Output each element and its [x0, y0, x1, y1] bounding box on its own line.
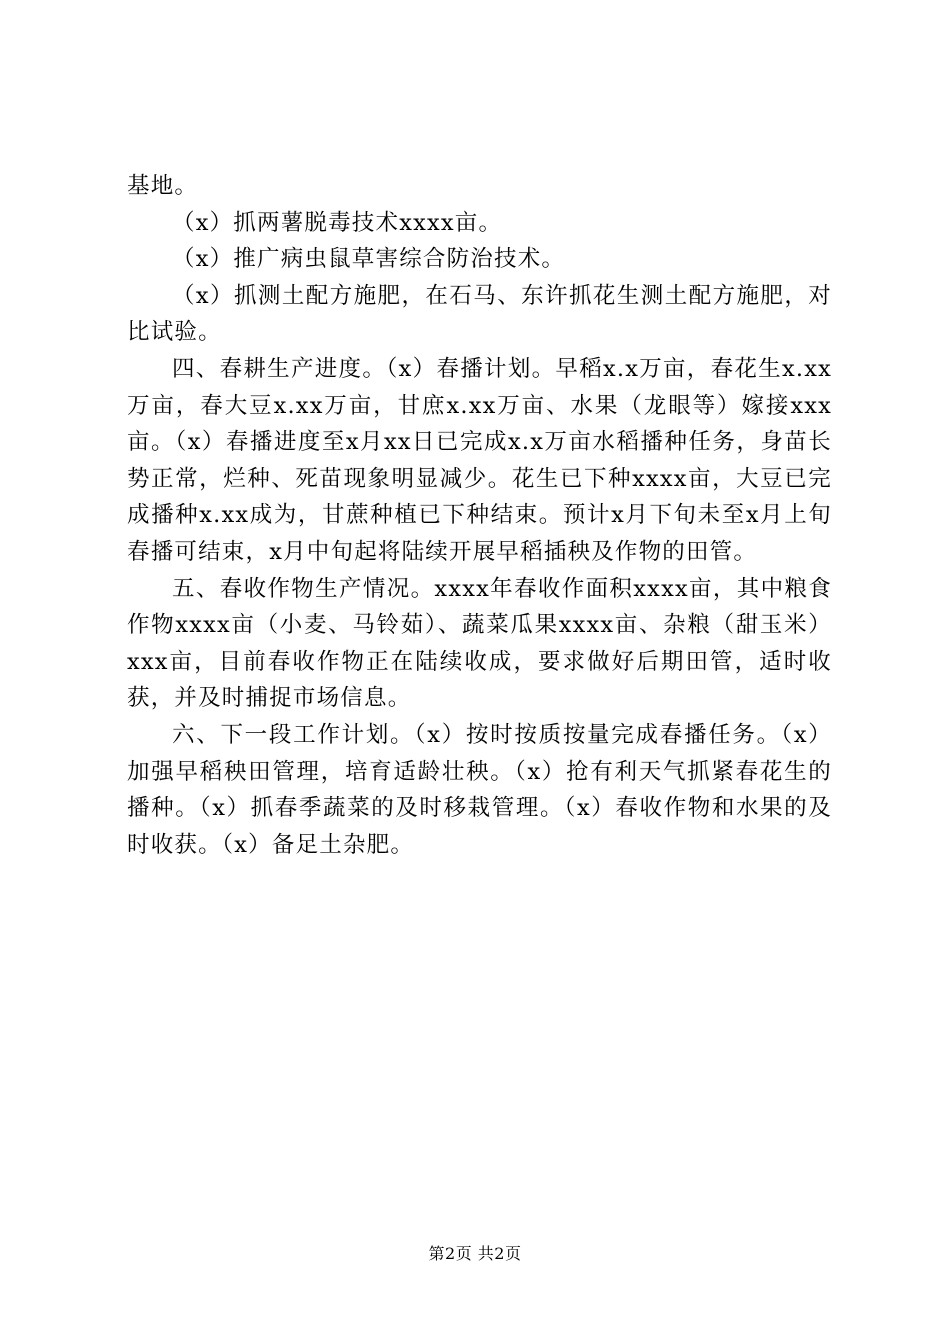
paragraph-6: 五、春收作物生产情况。xxxx年春收作面积xxxx亩，其中粮食作物xxxx亩（小麦、马铃茹）、蔬菜瓜果xxxx亩、杂粮（甜玉米）xxx亩，目前春收作物正在陆续收成，要求做好后期田管，适时收获，并及时捕捉市场信息。 — [127, 575, 832, 712]
page-number-footer: 第2页 共2页 — [428, 1244, 522, 1263]
paragraph-4: （x）抓测土配方施肥，在石马、东许抓花生测土配方施肥，对比试验。 — [127, 282, 832, 346]
paragraph-1: 基地。 — [127, 173, 199, 199]
paragraph-3: （x）推广病虫鼠草害综合防治技术。 — [172, 246, 566, 273]
paragraph-7: 六、下一段工作计划。（x）按时按质按量完成春播任务。（x）加强早稻秧田管理，培育适龄壮秧。（x）抢有利天气抓紧春花生的播种。（x）抓春季蔬菜的及时移栽管理。（x）春收作物和水果的及时收获。（x）备足土杂肥。 — [127, 721, 832, 858]
paragraph-2: （x）抓两薯脱毒技术xxxx亩。 — [172, 209, 503, 236]
paragraph-5: 四、春耕生产进度。（x）春播计划。早稻x.x万亩，春花生x.xx万亩，春大豆x.xx万亩，甘庶x.xx万亩、水果（龙眼等）嫁接xxx亩。（x）春播进度至x月xx日已完成x.x万亩水稻播种任务，身苗长势正常，烂种、死苗现象明显减少。花生已下种xxxx亩，大豆已完成播种x.xx成为，甘蔗种植已下种结束。预计x月下旬未至x月上旬春播可结束，x月中旬起将陆续开展早稻插秧及作物的田管。 — [127, 355, 832, 565]
document-body — [127, 168, 832, 863]
